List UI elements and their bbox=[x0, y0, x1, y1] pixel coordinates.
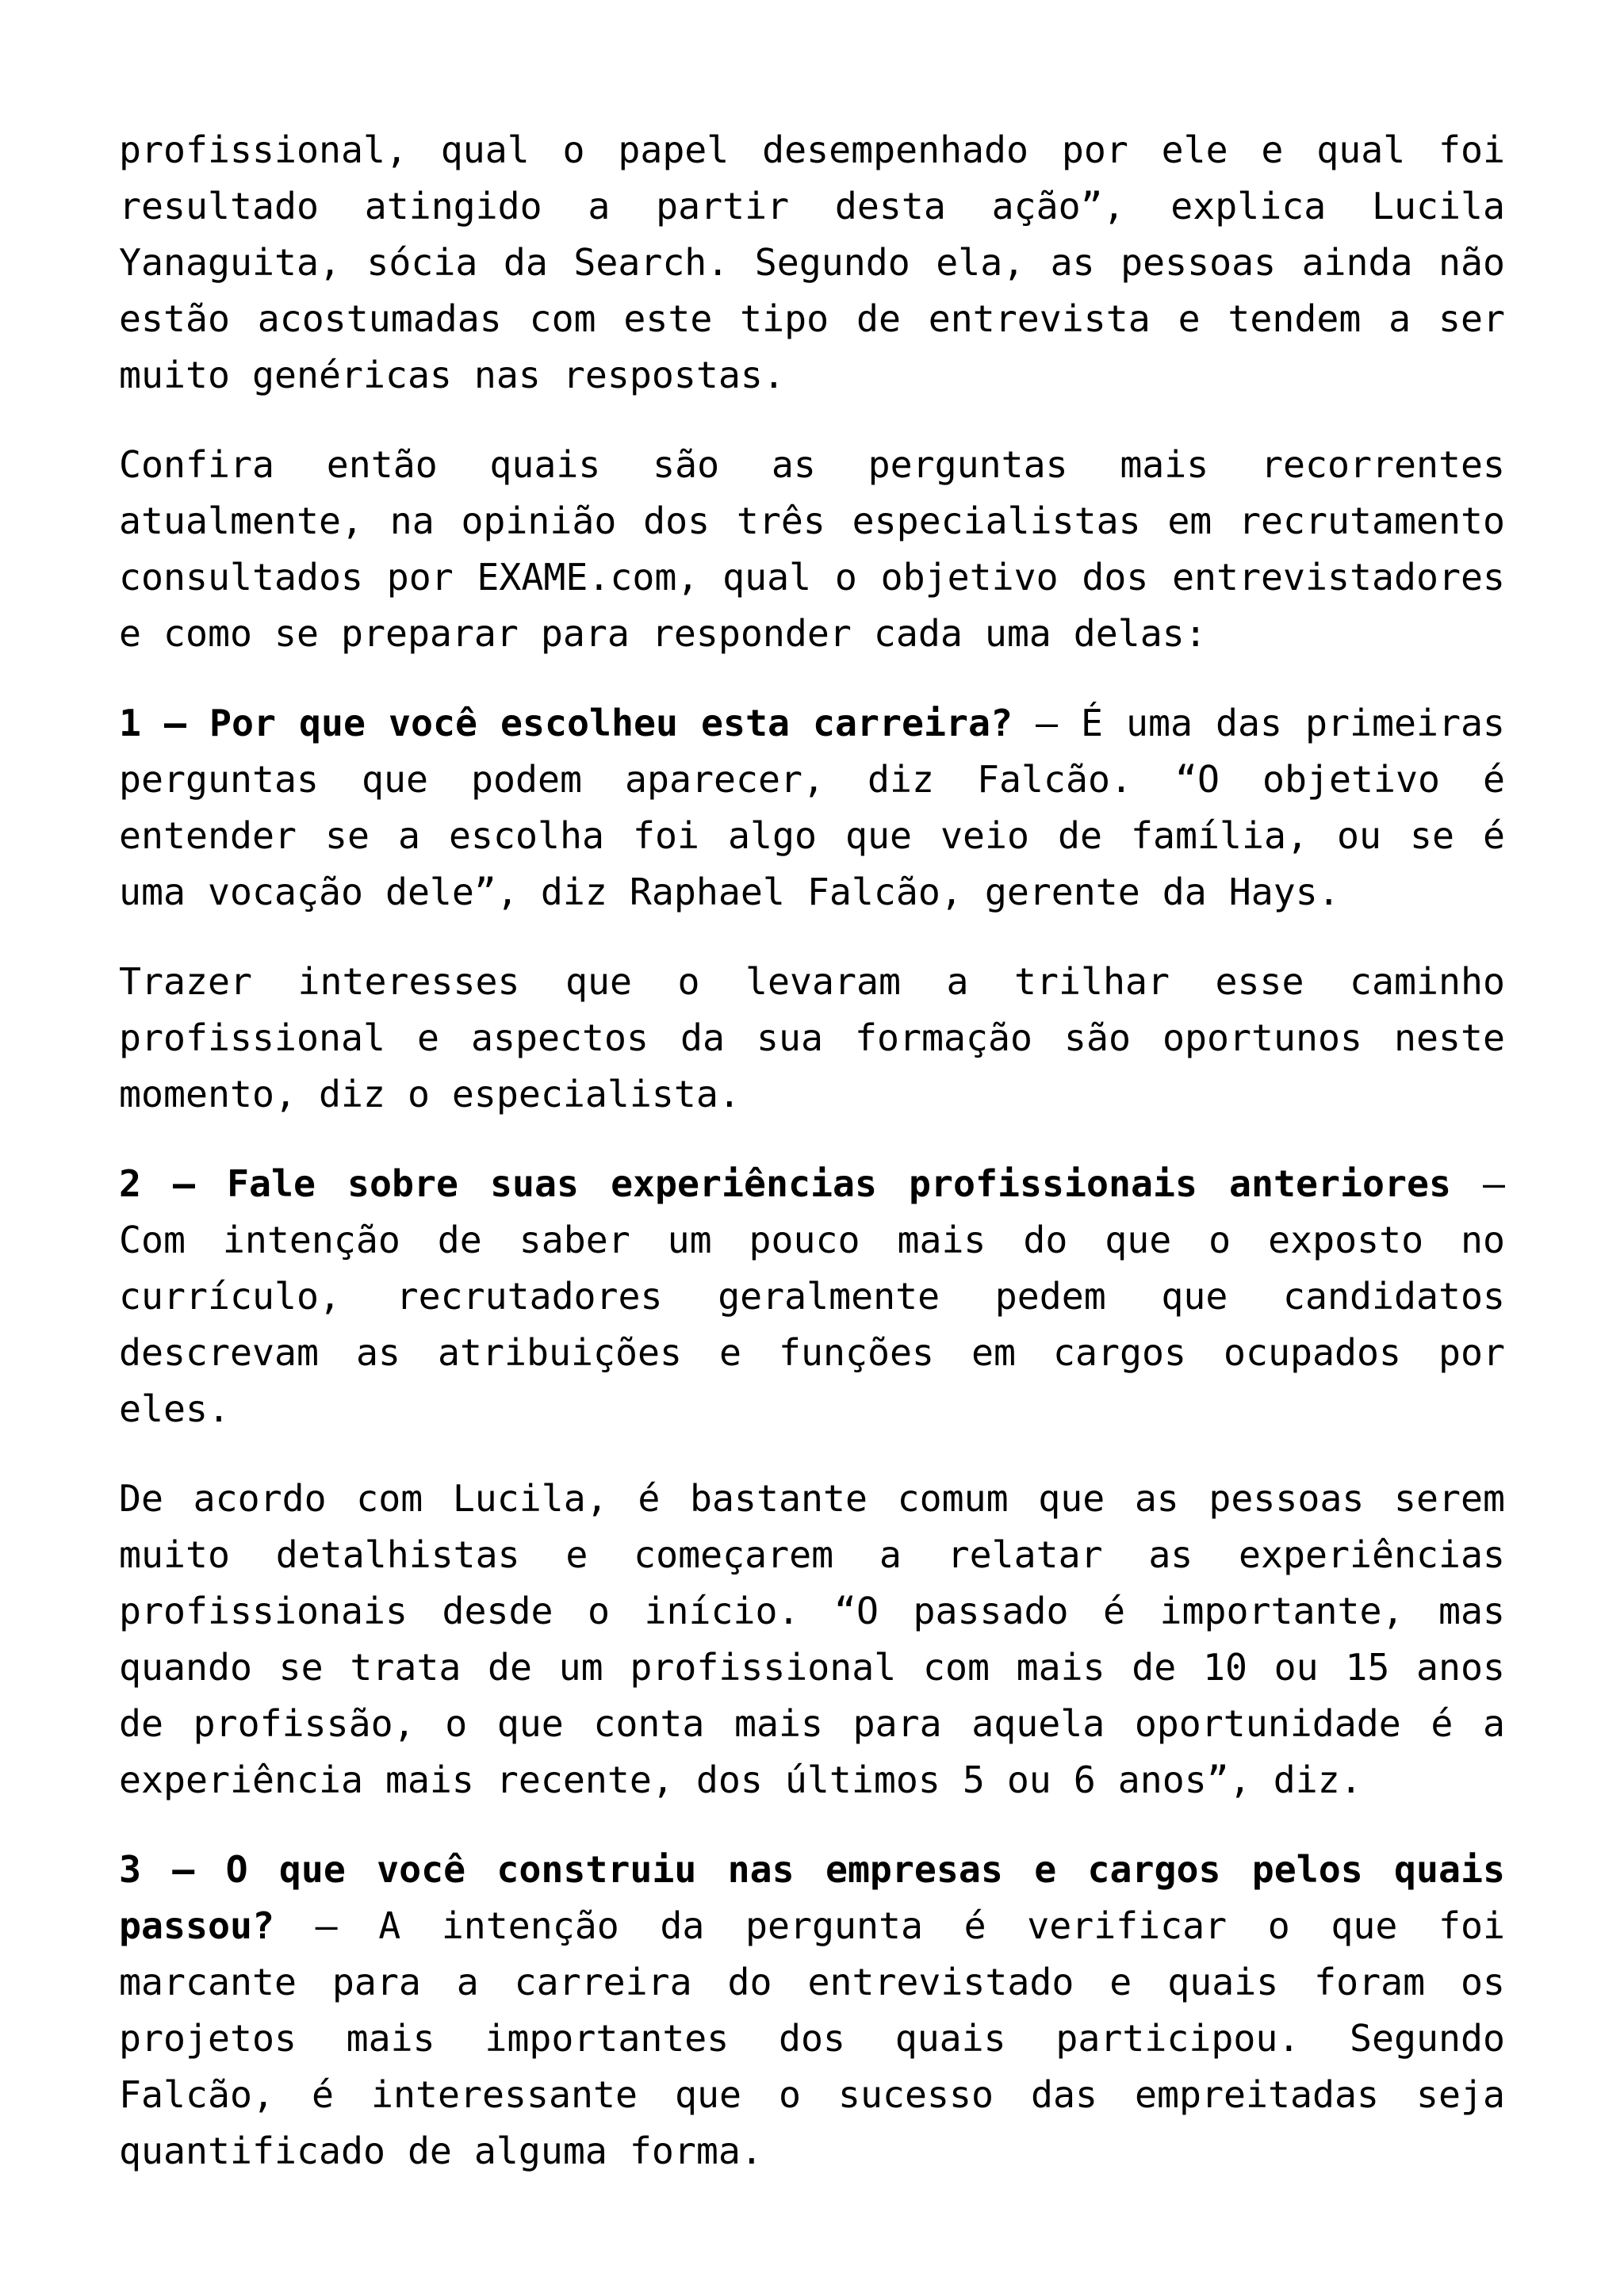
body-text: Falcão, é interessante que o sucesso das empreitadas seja bbox=[119, 2073, 1505, 2116]
body-text: — A intenção da pergunta é verificar o que foi bbox=[274, 1904, 1505, 1947]
text-line bbox=[119, 1527, 1505, 1583]
body-text: eles. bbox=[119, 1387, 230, 1430]
text-line bbox=[119, 1842, 1505, 1898]
body-text: entender se a escolha foi algo que veio de família, ou se é bbox=[119, 814, 1505, 857]
paragraph bbox=[119, 1842, 1505, 2179]
question-heading-text: 3 — O que você construiu nas empresas e cargos pelos quais bbox=[119, 1848, 1505, 1891]
text-line bbox=[119, 954, 1505, 1010]
text-line bbox=[119, 122, 1505, 178]
text-line bbox=[119, 1954, 1505, 2011]
body-text: uma vocação dele”, diz Raphael Falcão, gerente da Hays. bbox=[119, 871, 1340, 913]
body-text: profissionais desde o início. “O passado é importante, mas bbox=[119, 1590, 1505, 1632]
text-line bbox=[119, 1752, 1505, 1808]
body-text: atualmente, na opinião dos três especialistas em recrutamento bbox=[119, 499, 1505, 542]
text-line bbox=[119, 1640, 1505, 1696]
text-line bbox=[119, 606, 1505, 662]
body-text: Trazer interesses que o levaram a trilhar esse caminho bbox=[119, 960, 1505, 1003]
body-text: — bbox=[1450, 1162, 1505, 1205]
body-text: Yanaguita, sócia da Search. Segundo ela, as pessoas ainda não bbox=[119, 241, 1505, 284]
body-text: e como se preparar para responder cada uma delas: bbox=[119, 612, 1207, 655]
text-line bbox=[119, 1010, 1505, 1066]
text-line bbox=[119, 1212, 1505, 1269]
paragraph bbox=[119, 1156, 1505, 1437]
paragraph bbox=[119, 1471, 1505, 1808]
text-line bbox=[119, 2123, 1505, 2179]
paragraph bbox=[119, 695, 1505, 920]
body-text: marcante para a carreira do entrevistado e quais foram os bbox=[119, 1961, 1505, 2003]
body-text: profissional, qual o papel desempenhado por ele e qual foi bbox=[119, 128, 1505, 171]
text-line bbox=[119, 1325, 1505, 1381]
question-heading-text: 2 — Fale sobre suas experiências profissionais anteriores bbox=[119, 1162, 1451, 1205]
paragraph bbox=[119, 122, 1505, 404]
text-line bbox=[119, 695, 1505, 752]
text-line bbox=[119, 2011, 1505, 2067]
question-heading-text: 1 — Por que você escolheu esta carreira? bbox=[119, 702, 1013, 744]
body-text: muito detalhistas e começarem a relatar as experiências bbox=[119, 1533, 1505, 1576]
paragraph bbox=[119, 954, 1505, 1123]
text-line bbox=[119, 1156, 1505, 1212]
body-text: — É uma das primeiras bbox=[1012, 702, 1505, 744]
text-line bbox=[119, 493, 1505, 549]
text-line bbox=[119, 864, 1505, 920]
body-text: descrevam as atribuições e funções em cargos ocupados por bbox=[119, 1331, 1505, 1374]
body-text: momento, diz o especialista. bbox=[119, 1073, 741, 1115]
text-line bbox=[119, 235, 1505, 291]
text-line bbox=[119, 2067, 1505, 2123]
body-text: quantificado de alguma forma. bbox=[119, 2130, 763, 2172]
question-heading-text: passou? bbox=[119, 1904, 274, 1947]
text-line bbox=[119, 1381, 1505, 1437]
body-text: perguntas que podem aparecer, diz Falcão. “O objetivo é bbox=[119, 758, 1505, 801]
body-text: consultados por EXAME.com, qual o objetivo dos entrevistadores bbox=[119, 556, 1505, 599]
text-line bbox=[119, 1583, 1505, 1640]
text-line bbox=[119, 808, 1505, 864]
body-text: quando se trata de um profissional com mais de 10 ou 15 anos bbox=[119, 1646, 1505, 1689]
text-line bbox=[119, 291, 1505, 347]
body-text: Confira então quais são as perguntas mais recorrentes bbox=[119, 443, 1505, 486]
body-text: estão acostumadas com este tipo de entrevista e tendem a ser bbox=[119, 297, 1505, 340]
text-line bbox=[119, 1269, 1505, 1325]
body-text: muito genéricas nas respostas. bbox=[119, 354, 785, 396]
body-text: resultado atingido a partir desta ação”, explica Lucila bbox=[119, 185, 1505, 228]
body-text: experiência mais recente, dos últimos 5 ou 6 anos”, diz. bbox=[119, 1758, 1362, 1801]
paragraph bbox=[119, 437, 1505, 662]
text-line bbox=[119, 1471, 1505, 1527]
text-line bbox=[119, 1898, 1505, 1954]
body-text: profissional e aspectos da sua formação são oportunos neste bbox=[119, 1016, 1505, 1059]
text-line bbox=[119, 437, 1505, 493]
body-text: de profissão, o que conta mais para aquela oportunidade é a bbox=[119, 1702, 1505, 1745]
body-text: projetos mais importantes dos quais participou. Segundo bbox=[119, 2017, 1505, 2060]
text-line bbox=[119, 549, 1505, 606]
text-line bbox=[119, 752, 1505, 808]
text-line bbox=[119, 1066, 1505, 1123]
text-line bbox=[119, 347, 1505, 404]
body-text: Com intenção de saber um pouco mais do que o exposto no bbox=[119, 1219, 1505, 1261]
text-line bbox=[119, 178, 1505, 235]
body-text: De acordo com Lucila, é bastante comum que as pessoas serem bbox=[119, 1477, 1505, 1520]
body-text: currículo, recrutadores geralmente pedem que candidatos bbox=[119, 1275, 1505, 1318]
text-line bbox=[119, 1696, 1505, 1752]
